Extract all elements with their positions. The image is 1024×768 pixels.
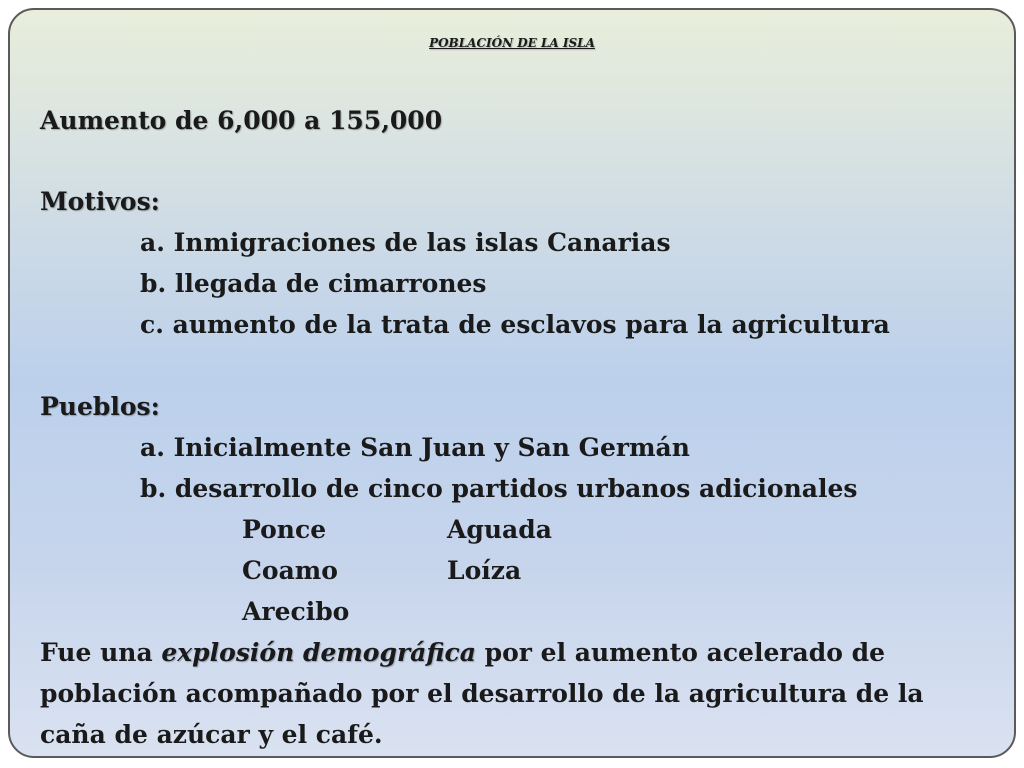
town-aguada: Aguada: [447, 515, 552, 544]
population-increase: Aumento de 6,000 a 155,000: [40, 106, 443, 135]
conclusion-line-2: población acompañado por el desarrollo de la agricultura de la: [40, 679, 924, 708]
pueblos-item-a: a. Inicialmente San Juan y San Germán: [140, 433, 690, 462]
town-ponce: Ponce: [242, 515, 327, 544]
town-coamo: Coamo: [242, 556, 338, 585]
conclusion-emphasis: explosión demográfica: [161, 638, 476, 667]
pueblos-heading: Pueblos:: [40, 392, 160, 421]
conclusion-line1-rest: por el aumento acelerado de: [484, 638, 885, 667]
motivos-item-c: c. aumento de la trata de esclavos para la agricultura: [140, 310, 890, 339]
conclusion-line-1: [40, 638, 885, 668]
motivos-item-a: a. Inmigraciones de las islas Canarias: [140, 228, 671, 257]
conclusion-prefix: Fue una: [40, 638, 153, 667]
slide: [8, 8, 1016, 758]
motivos-item-b: b. llegada de cimarrones: [140, 269, 487, 298]
conclusion-line-3: caña de azúcar y el café.: [40, 720, 383, 749]
town-loiza: Loíza: [447, 556, 522, 585]
motivos-heading: Motivos:: [40, 187, 160, 216]
pueblos-item-b: b. desarrollo de cinco partidos urbanos adicionales: [140, 474, 858, 503]
page-title: POBLACIÓN DE LA ISLA: [429, 36, 595, 50]
town-arecibo: Arecibo: [242, 597, 350, 626]
